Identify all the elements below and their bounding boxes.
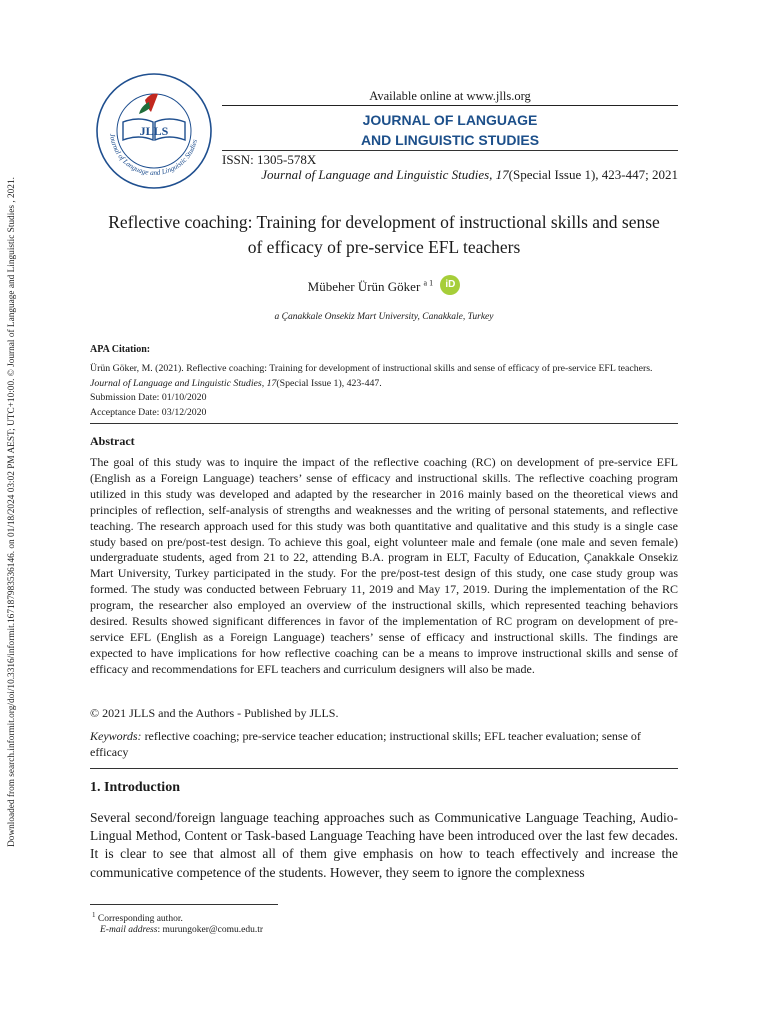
intro-heading: 1. Introduction: [90, 780, 180, 795]
keywords-text: reflective coaching; pre-service teacher education; instructional skills; EFL teacher evaluation; sense of efficacy: [90, 729, 641, 759]
orcid-icon[interactable]: iD: [440, 275, 460, 295]
header-rule-top: [222, 105, 678, 106]
email-label: E-mail address: [100, 925, 158, 935]
footnote-text: Corresponding author.: [95, 914, 183, 925]
article-title: [90, 210, 678, 260]
footnote-rule: [90, 904, 278, 905]
apa-heading: APA Citation:: [90, 344, 151, 355]
logo-ring-text: Journal of Language and Linguistic Studies: [108, 133, 200, 178]
intro-paragraph: Several second/foreign language teaching approaches such as Communicative Language Teaching, Audio-Lingual Method, Content or Task-based Language Teaching have been introduced over the last few decades. It is clear to see that almost all of them give emphasis on how to teach effectively and increase the communicative competence of the students. However, they seem to ignore the complexness: [90, 810, 678, 880]
journal-citation-rest: (Special Issue 1), 423-447; 2021: [508, 167, 678, 182]
journal-title-line2: AND LINGUISTIC STUDIES: [360, 132, 540, 148]
jlls-logo: [95, 72, 213, 190]
header-rule-mid: [222, 150, 678, 151]
intro-rule: [90, 768, 678, 769]
author-name: Mübeher Ürün Göker: [307, 278, 421, 294]
footnote-email: [100, 925, 263, 935]
article-title-line2: of efficacy of pre-service EFL teachers: [247, 237, 521, 257]
journal-citation: [222, 167, 678, 183]
abstract-rule: [90, 423, 678, 424]
abstract-heading: Abstract: [90, 434, 135, 448]
acceptance-date: Acceptance Date: 03/12/2020: [90, 406, 207, 418]
submission-date: Submission Date: 01/10/2020: [90, 392, 207, 403]
download-note: Downloaded from search.informit.org/doi/10.3316/informit.167187983536146. on 01/18/2024 03:02 PM AEST; UTC+10:00. © Journal of Language and Linguistic Studies , 2021.: [7, 177, 17, 847]
apa-line1: Ürün Göker, M. (2021). Reflective coaching: Training for development of instructional skills and sense of efficacy of pre-service EFL teachers.: [90, 363, 653, 374]
journal-title-line1: JOURNAL OF LANGUAGE: [362, 112, 538, 128]
journal-title: [222, 110, 678, 150]
available-online: Available online at www.jlls.org: [369, 89, 531, 103]
apa-citation: [90, 362, 678, 420]
apa-journal-italic: Journal of Language and Linguistic Studies, 17: [90, 377, 277, 389]
apa-line2: [90, 377, 678, 392]
logo-text: JLLS: [139, 124, 169, 138]
footnote-num: 1: [92, 911, 96, 919]
email-value[interactable]: : murungoker@comu.edu.tr: [157, 925, 264, 935]
keywords: [90, 729, 678, 761]
logo-wing-icon: [139, 102, 150, 114]
issn: ISSN: 1305-578X: [222, 152, 317, 167]
copyright: © 2021 JLLS and the Authors - Published by JLLS.: [90, 706, 339, 720]
author-line: [90, 278, 678, 298]
abstract-body: The goal of this study was to inquire the impact of the reflective coaching (RC) on development of pre-service EFL (English as a Foreign Language) teachers’ sense of efficacy and instructional skills. The reflective coaching program utilized in this study was developed and adapted by the researcher in 2016 mainly based on the theoretical views and principles of reflection, self-analysis of strengths and weaknesses and the writing of personal statements, and reflective teaching. The research approach used for this study was both quantitative and qualitative and this study is a single case study based on pre/post-test design. To achieve this goal, eight volunteer male and female (one male and seven female) undergraduate students, aged from 21 to 22, attending B.A. program in ELT, Faculty of Education, Çanakkale Onsekiz Mart University, Turkey participated in the study. For the pre/post-test design of this study, one case study group was formed. The study was conducted between February 11, 2019 and May 17, 2019. During the implementation of the RC program, the researcher also employed an overview of the instructional skills, which represented teaching behaviors desired. Results showed significant differences in favor of the implementation of RC program on development of pre-service EFL (English as a Foreign Language) teachers’ sense of efficacy and instructional skills. The findings are expected to have implications for how reflective coaching can be a means to improve instructional skills and sense of efficacy and recommendations for EFL teachers and curriculum designers will also be made.: [90, 455, 678, 676]
affiliation: a Çanakkale Onsekiz Mart University, Canakkale, Turkey: [274, 312, 494, 322]
download-note-strip: [0, 0, 24, 1024]
apa-journal-rest: (Special Issue 1), 423-447.: [276, 377, 382, 389]
author-sup: a 1: [423, 278, 434, 288]
keywords-label: Keywords:: [90, 729, 142, 743]
journal-citation-italic: Journal of Language and Linguistic Studies, 17: [261, 167, 509, 182]
footnote-corresponding: [92, 911, 183, 924]
article-title-line1: Reflective coaching: Training for development of instructional skills and sense: [108, 212, 660, 232]
